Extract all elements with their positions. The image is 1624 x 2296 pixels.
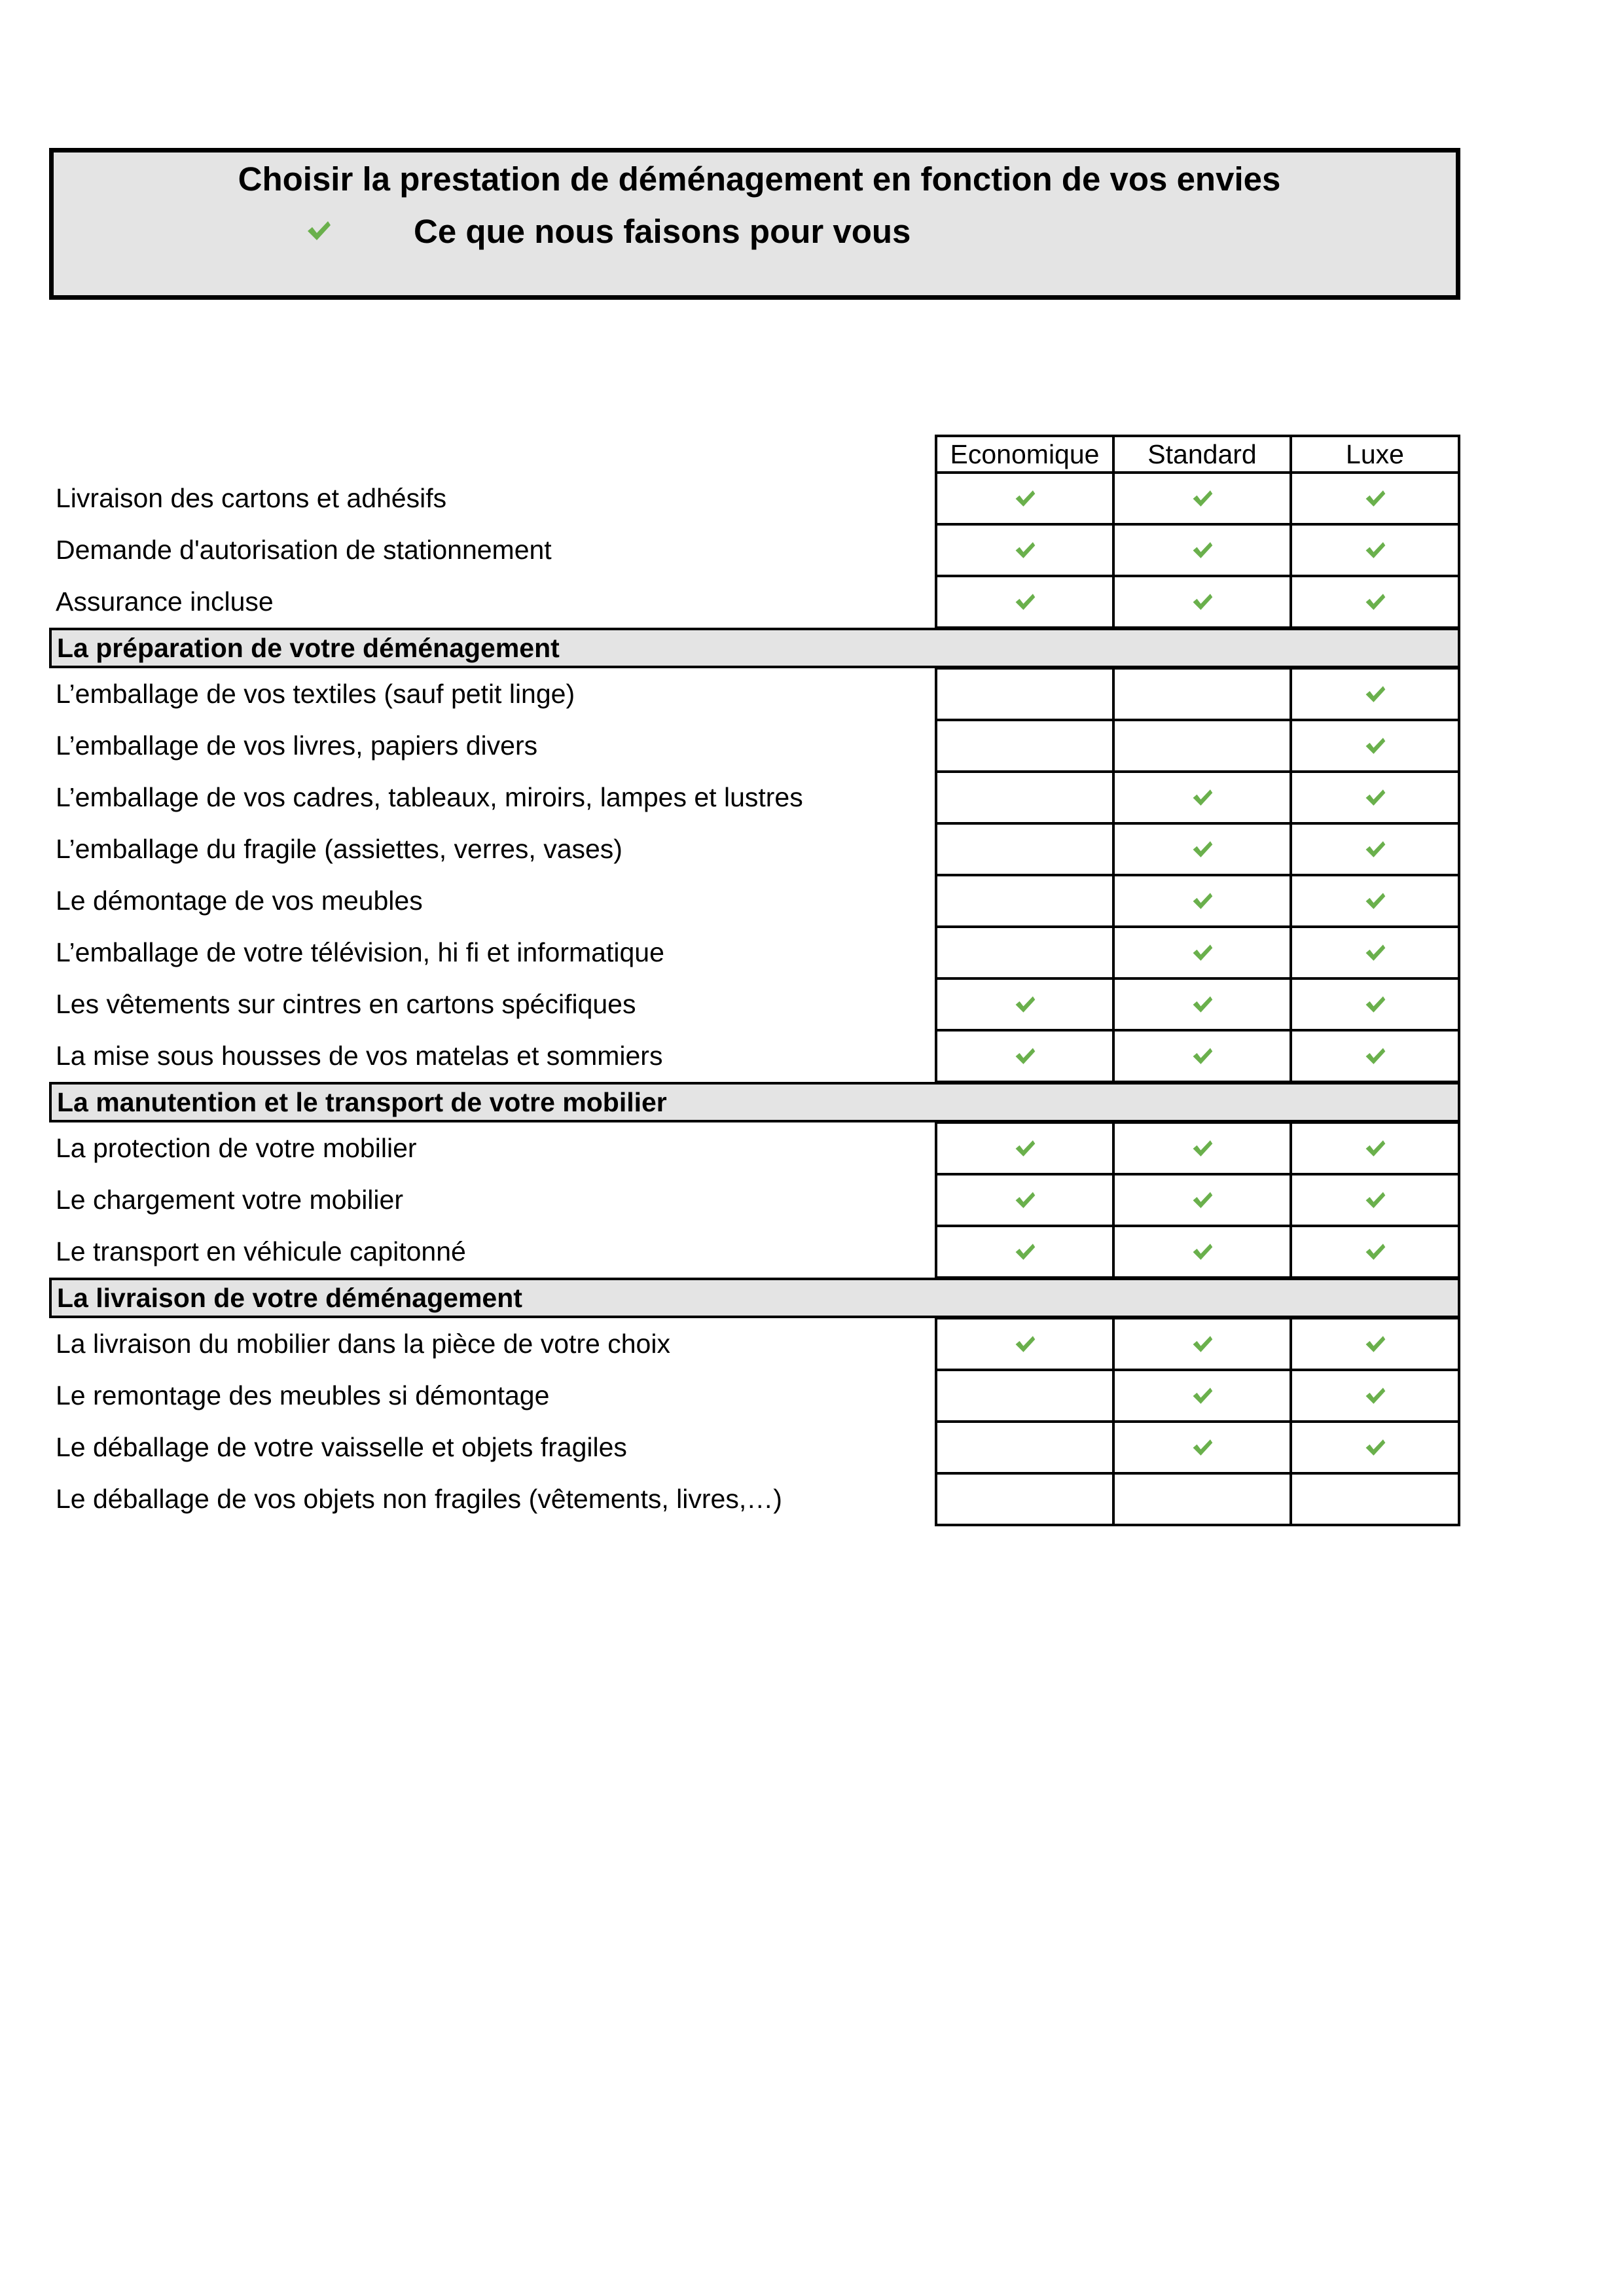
checkmark-icon xyxy=(1191,591,1214,613)
service-label: Le transport en véhicule capitonné xyxy=(56,1236,466,1266)
check-cell-standard xyxy=(1112,575,1292,629)
check-cell-luxe xyxy=(1290,1173,1460,1227)
check-cell-standard xyxy=(1112,1029,1292,1083)
check-cell-standard xyxy=(1112,471,1292,526)
checkmark-icon xyxy=(306,218,332,244)
checkmark-icon xyxy=(1191,890,1214,912)
check-cell-luxe xyxy=(1290,667,1460,721)
check-cell-luxe xyxy=(1290,471,1460,526)
checkmark-icon xyxy=(1191,1138,1214,1160)
checkmark-icon xyxy=(1191,1045,1214,1067)
check-cell-standard xyxy=(1112,1225,1292,1279)
check-cell-economique xyxy=(935,1173,1115,1227)
service-label: Demande d'autorisation de stationnement xyxy=(56,535,552,565)
check-cell-economique xyxy=(935,1472,1115,1526)
checkmark-icon xyxy=(1191,1437,1214,1459)
check-cell-economique xyxy=(935,575,1115,629)
checkmark-icon xyxy=(1364,1241,1386,1263)
checkmark-icon xyxy=(1014,1241,1036,1263)
checkmark-icon xyxy=(1191,1385,1214,1407)
service-label: Le démontage de vos meubles xyxy=(56,886,423,916)
check-cell-standard xyxy=(1112,874,1292,928)
check-cell-luxe xyxy=(1290,1225,1460,1279)
check-cell-standard xyxy=(1112,1369,1292,1423)
checkmark-icon xyxy=(1364,1437,1386,1459)
check-cell-economique xyxy=(935,977,1115,1031)
section-title: La préparation de votre déménagement xyxy=(57,633,560,663)
section-title: La livraison de votre déménagement xyxy=(57,1283,522,1313)
check-cell-luxe xyxy=(1290,1369,1460,1423)
checkmark-icon xyxy=(1191,1241,1214,1263)
service-label: La livraison du mobilier dans la pièce de votre choix xyxy=(56,1329,670,1359)
checkmark-icon xyxy=(1191,994,1214,1016)
checkmark-icon xyxy=(1364,539,1386,562)
check-cell-economique xyxy=(935,1369,1115,1423)
check-cell-standard xyxy=(1112,719,1292,773)
header-box xyxy=(49,148,1460,300)
check-cell-standard xyxy=(1112,523,1292,577)
service-label: La mise sous housses de vos matelas et sommiers xyxy=(56,1041,663,1071)
section-title: La manutention et le transport de votre mobilier xyxy=(57,1087,667,1117)
checkmark-icon xyxy=(1364,1045,1386,1067)
checkmark-icon xyxy=(1014,994,1036,1016)
service-label: L’emballage de vos cadres, tableaux, miroirs, lampes et lustres xyxy=(56,782,803,812)
check-cell-standard xyxy=(1112,977,1292,1031)
check-cell-standard xyxy=(1112,925,1292,980)
check-cell-luxe xyxy=(1290,925,1460,980)
section-header xyxy=(49,1278,1460,1318)
checkmark-icon xyxy=(1014,1189,1036,1211)
column-header-economique: Economique xyxy=(935,435,1115,474)
check-cell-luxe xyxy=(1290,770,1460,825)
check-cell-standard xyxy=(1112,667,1292,721)
checkmark-icon xyxy=(1364,1189,1386,1211)
check-cell-economique xyxy=(935,1317,1115,1371)
check-cell-economique xyxy=(935,471,1115,526)
service-label: L’emballage de vos livres, papiers divers xyxy=(56,730,538,761)
check-cell-luxe xyxy=(1290,1121,1460,1175)
checkmark-icon xyxy=(1364,838,1386,861)
check-cell-standard xyxy=(1112,1472,1292,1526)
service-label: Le déballage de votre vaisselle et objets fragiles xyxy=(56,1432,627,1462)
service-label: Le chargement votre mobilier xyxy=(56,1185,403,1215)
service-label: Le remontage des meubles si démontage xyxy=(56,1380,550,1410)
check-cell-standard xyxy=(1112,770,1292,825)
column-header-luxe: Luxe xyxy=(1290,435,1460,474)
checkmark-icon xyxy=(1364,942,1386,964)
check-cell-economique xyxy=(935,925,1115,980)
check-cell-luxe xyxy=(1290,1420,1460,1475)
page-subtitle: Ce que nous faisons pour vous xyxy=(414,213,911,250)
check-cell-luxe xyxy=(1290,977,1460,1031)
checkmark-icon xyxy=(1191,787,1214,809)
check-cell-standard xyxy=(1112,1173,1292,1227)
check-cell-economique xyxy=(935,1420,1115,1475)
check-cell-economique xyxy=(935,1029,1115,1083)
column-header-standard: Standard xyxy=(1112,435,1292,474)
check-cell-economique xyxy=(935,874,1115,928)
service-label: La protection de votre mobilier xyxy=(56,1133,417,1163)
check-cell-luxe xyxy=(1290,822,1460,876)
checkmark-icon xyxy=(1191,1333,1214,1355)
check-cell-economique xyxy=(935,822,1115,876)
check-cell-economique xyxy=(935,1121,1115,1175)
checkmark-icon xyxy=(1364,787,1386,809)
check-cell-economique xyxy=(935,667,1115,721)
checkmark-icon xyxy=(1014,488,1036,510)
checkmark-icon xyxy=(1364,488,1386,510)
checkmark-icon xyxy=(1014,1138,1036,1160)
check-cell-luxe xyxy=(1290,874,1460,928)
check-cell-luxe xyxy=(1290,575,1460,629)
service-label: Les vêtements sur cintres en cartons spécifiques xyxy=(56,989,636,1019)
check-cell-luxe xyxy=(1290,1317,1460,1371)
checkmark-icon xyxy=(1364,1333,1386,1355)
checkmark-icon xyxy=(1014,539,1036,562)
section-header xyxy=(49,1082,1460,1122)
service-label: L’emballage de vos textiles (sauf petit linge) xyxy=(56,679,575,709)
check-cell-luxe xyxy=(1290,1472,1460,1526)
check-cell-luxe xyxy=(1290,523,1460,577)
checkmark-icon xyxy=(1364,591,1386,613)
checkmark-icon xyxy=(1364,735,1386,757)
checkmark-icon xyxy=(1364,683,1386,706)
service-label: L’emballage de votre télévision, hi fi et informatique xyxy=(56,937,664,967)
check-cell-standard xyxy=(1112,1317,1292,1371)
check-cell-economique xyxy=(935,770,1115,825)
check-cell-standard xyxy=(1112,1420,1292,1475)
checkmark-icon xyxy=(1014,591,1036,613)
check-cell-standard xyxy=(1112,1121,1292,1175)
checkmark-icon xyxy=(1191,539,1214,562)
checkmark-icon xyxy=(1191,488,1214,510)
service-label: Assurance incluse xyxy=(56,586,274,617)
checkmark-icon xyxy=(1191,1189,1214,1211)
checkmark-icon xyxy=(1364,1138,1386,1160)
checkmark-icon xyxy=(1191,942,1214,964)
check-cell-standard xyxy=(1112,822,1292,876)
checkmark-icon xyxy=(1364,994,1386,1016)
page-title: Choisir la prestation de déménagement en fonction de vos envies xyxy=(238,160,1281,198)
service-label: Le déballage de vos objets non fragiles (vêtements, livres,…) xyxy=(56,1484,782,1514)
checkmark-icon xyxy=(1364,890,1386,912)
check-cell-economique xyxy=(935,1225,1115,1279)
check-cell-luxe xyxy=(1290,719,1460,773)
checkmark-icon xyxy=(1191,838,1214,861)
checkmark-icon xyxy=(1014,1333,1036,1355)
check-cell-luxe xyxy=(1290,1029,1460,1083)
check-cell-economique xyxy=(935,719,1115,773)
section-header xyxy=(49,628,1460,668)
service-label: L’emballage du fragile (assiettes, verres, vases) xyxy=(56,834,623,864)
checkmark-icon xyxy=(1014,1045,1036,1067)
check-cell-economique xyxy=(935,523,1115,577)
checkmark-icon xyxy=(1364,1385,1386,1407)
service-label: Livraison des cartons et adhésifs xyxy=(56,483,447,513)
